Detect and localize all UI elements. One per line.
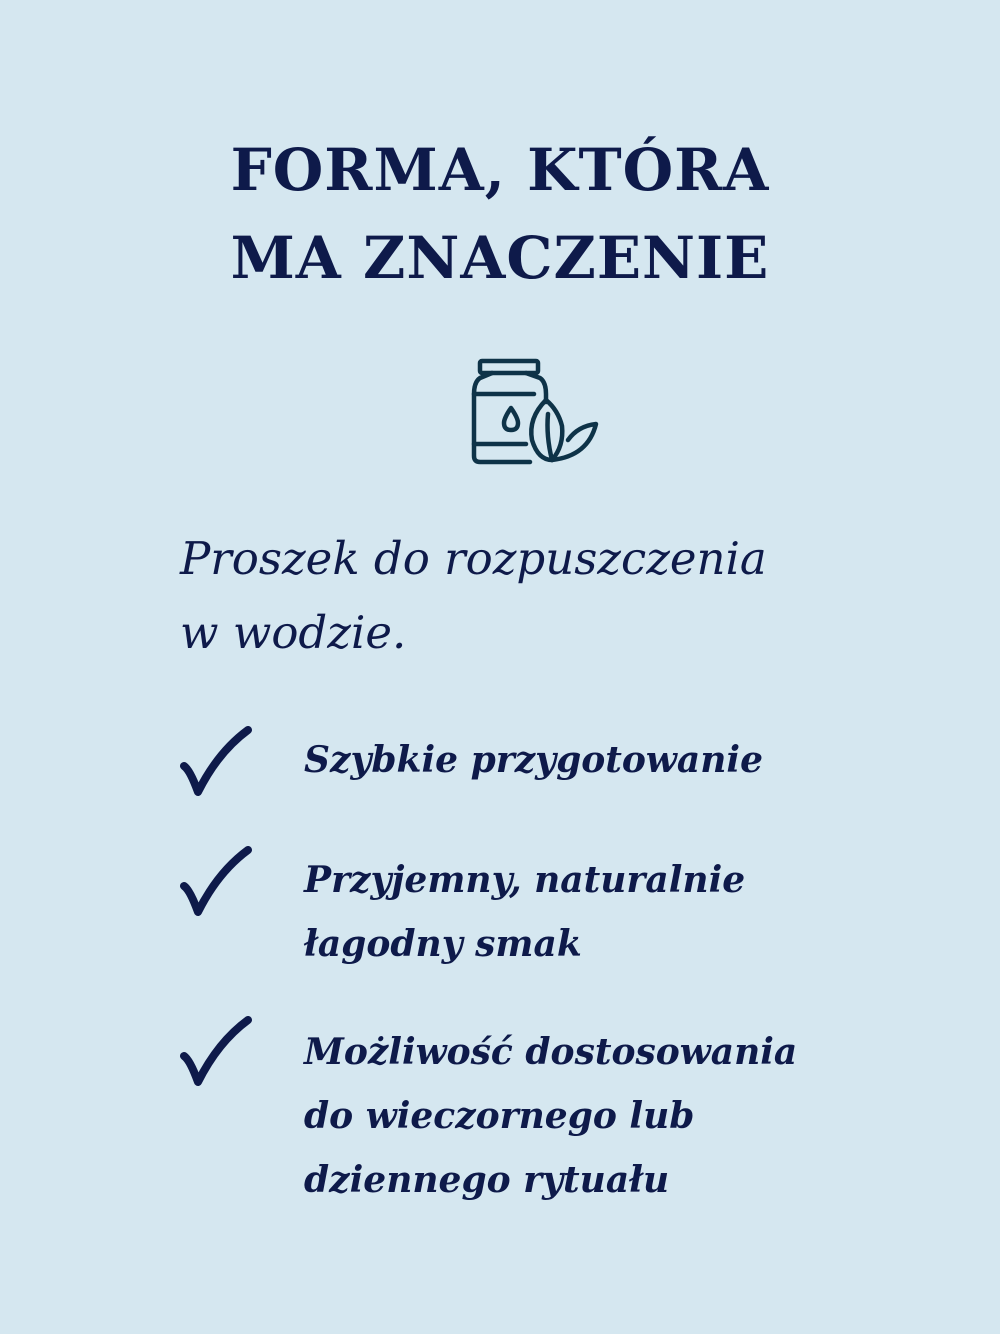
feature-line: dziennego rytuału — [304, 1159, 670, 1201]
feature-line: do wieczornego lub — [304, 1095, 695, 1137]
checkmark-icon — [180, 1016, 252, 1088]
title-line-2: MA ZNACZENIE — [230, 224, 770, 292]
feature-text — [304, 1020, 944, 1212]
feature-line: Możliwość dostosowania — [304, 1031, 798, 1073]
feature-line: łagodny smak — [304, 923, 582, 965]
feature-text — [304, 728, 944, 792]
feature-line: Szybkie przygotowanie — [304, 739, 763, 781]
title-line-1: FORMA, KTÓRA — [230, 136, 770, 204]
lead-line-2: w wodzie. — [180, 606, 407, 659]
checkmark-icon — [180, 726, 252, 798]
feature-line: Przyjemny, naturalnie — [304, 859, 746, 901]
checkmark-icon — [180, 846, 252, 918]
lead-line-1: Proszek do rozpuszczenia — [180, 532, 767, 585]
feature-text — [304, 848, 944, 976]
